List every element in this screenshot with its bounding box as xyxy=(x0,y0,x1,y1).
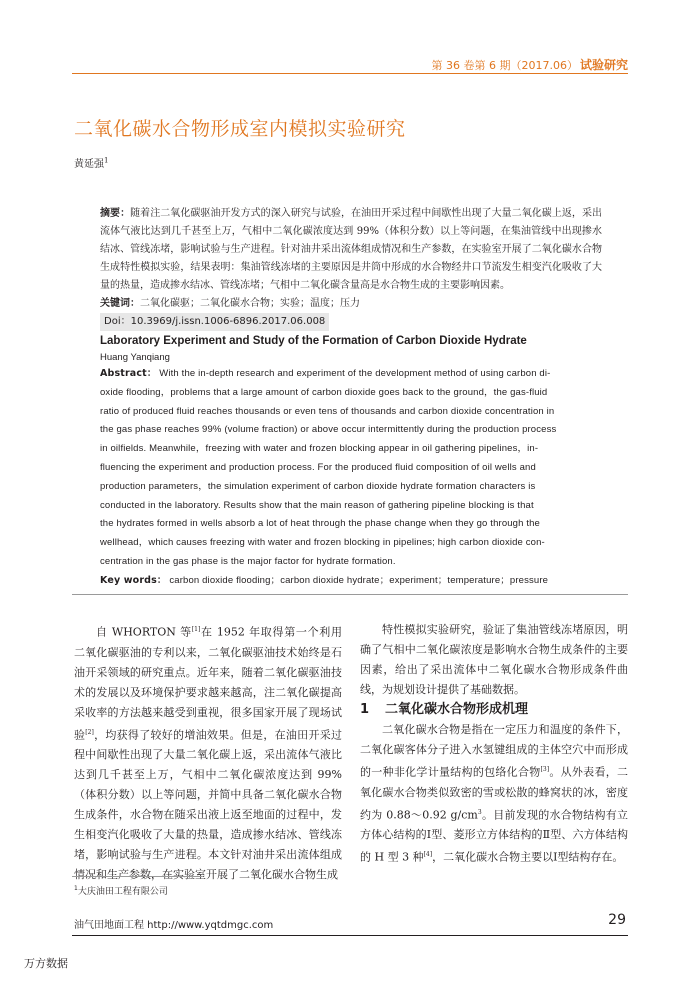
abstract-cn xyxy=(100,205,602,295)
abstract-en-line: in oilfields. Meanwhile，freezing with water and frozen blocking appear in oil gathering pipelines，in- xyxy=(100,443,539,455)
body-column-left xyxy=(74,620,342,885)
issue-label: 第 36 卷第 6 期（2017.06） xyxy=(431,59,578,72)
abstract-en-line: wellhead，which causes freezing with water and frozen blocking in pipelines; high carbon dioxide con- xyxy=(100,537,545,549)
keywords-en xyxy=(100,572,602,591)
column-label: 试验研究 xyxy=(579,58,628,72)
header-rule xyxy=(72,73,628,74)
body-paragraph: 二氧化碳水合物是指在一定压力和温度的条件下，二氧化碳客体分子进入水氢键组成的主体空穴中而形成的一种非化学计量结构的包络化合物[3]。从外表看，二氧化碳水合物类似致密的雪或松散的蜂窝状的冰，密度约为 0.88～0.92 $g/cm^3$。目前发现的水合物结构有立方体心结构的Ⅰ型、菱形立方体结构的Ⅱ型、六方体结构的 H 型 3 种[4]，二氧化碳水合物主要以Ⅰ型结构存在。 xyxy=(360,723,629,864)
author xyxy=(74,155,108,170)
abstract-cn-label: 摘要： xyxy=(100,208,131,219)
page-number: 29 xyxy=(608,912,626,928)
abstract-en-label: Abstract： xyxy=(100,368,157,379)
abstract-en-line: production parameters，the simulation experiment of carbon dioxide hydrate formation characters is xyxy=(100,480,536,492)
footnote-mark: 1 xyxy=(74,885,78,892)
english-author: Huang Yanqiang xyxy=(100,352,170,363)
abstract-en-line: Abstract： With the in-depth research and experiment of the development method of using carbon di- xyxy=(100,368,551,379)
author-name: 黄延强 xyxy=(74,159,104,170)
english-title: Laboratory Experiment and Study of the Formation of Carbon Dioxide Hydrate xyxy=(100,335,527,347)
keywords-en-label: Key words： xyxy=(100,574,167,586)
keywords-en-text: carbon dioxide flooding；carbon dioxide hydrate；experiment；temperature；pressure xyxy=(169,574,549,586)
journal-issue-header xyxy=(432,56,629,73)
abstract-en-line: ratio of produced fluid reaches thousands or even tens of thousands and carbon dioxide concentration in xyxy=(100,405,555,417)
section-title: 二氧化碳水合物形成机理 xyxy=(385,702,529,717)
citation[interactable]: [1] xyxy=(191,626,201,633)
citation[interactable]: [3] xyxy=(540,766,550,773)
keywords-cn-text: 二氧化碳驱；二氧化碳水合物；实验；温度；压力 xyxy=(140,298,360,309)
abstract-en-line: the hydrates formed in wells absorb a lot of heat through the phase change when they go through the xyxy=(100,518,540,530)
citation[interactable]: [4] xyxy=(423,851,433,859)
body-paragraph: 自 WHORTON 等[1]在 1952 年取得第一个利用二氧化碳驱油的专利以来，二氧化碳驱油技术始终是石油开采领域的研究重点。近年来，随着二氧化碳驱油技术的发展以及环境保护要求越来越高，注二氧化碳提高采收率的方法越来越受到重视，很多国家开展了现场试验[2]，均获得了较好的增油效果。但是，在油田开采过程中间歇性出现了大量二氧化碳上返，采出流体气液比达到几千甚至上万，气相中二氧化碳浓度达到 99%（体积分数）以上等问题，并简中具备二氧化碳水合物生成条件，水合物在随采出液上返至地面的过程中，发生相变汽化吸收了大量的热量，造成掺水结冰、管线冻堵，影响试验与生产进程。本文针对油井采出流体组成情况和生产参数，在实验室开展了二氧化碳水合物生成 xyxy=(74,625,343,882)
article-title: 二氧化碳水合物形成室内模拟实验研究 xyxy=(74,118,406,140)
journal-footer[interactable]: 油气田地面工程 http://www.yqtdmgc.com xyxy=(74,920,274,931)
citation[interactable]: [2] xyxy=(85,728,94,736)
watermark: 万方数据 xyxy=(24,957,68,970)
keywords-cn xyxy=(100,295,602,313)
author-affiliation-mark: 1 xyxy=(104,156,109,165)
abstract-en-line: fluencing the experiment and production process. For the produced fluid composition of oil wells and xyxy=(100,461,536,473)
footnote-rule xyxy=(72,876,202,877)
doi-link[interactable]: Doi：10.3969/j.issn.1006-6896.2017.06.008 xyxy=(100,313,329,331)
keywords-cn-label: 关键词： xyxy=(100,298,140,309)
footer-rule xyxy=(72,935,628,936)
abstract-en-line: centration in the gas phase is the major factor for hydrate formation. xyxy=(100,555,396,567)
abstract-rule xyxy=(72,594,628,595)
abstract-cn-text: 随着注二氧化碳驱油开发方式的深入研究与试验，在油田开采过程中间歇性出现了大量二氧化碳上返，采出流体气液比达到几千甚至上万，气相中二氧化碳浓度达到 99%（体积分数）以上等问题，在集油管线中出现掺水结冰、管线冻堵，影响试验与生产进程。针对油井采出流体组成情况和生产参数，在实验室开展了二氧化碳水合物生成特性模拟实验，结果表明：集油管线冻堵的主要原因是井筒中形成的水合物经井口节流发生相变汽化吸收了大量的热量，造成掺水结冰、管线冻堵；气相中二氧化碳含量高是水合物生成的主要影响因素。 xyxy=(100,208,603,291)
footnote xyxy=(74,884,168,897)
abstract-en xyxy=(100,365,602,591)
abstract-en-line: conducted in the laboratory. Results show that the main reason of gathering pipeline blocking is that xyxy=(100,499,534,511)
section-number: 1 xyxy=(360,702,370,717)
section-heading xyxy=(360,700,628,720)
abstract-block xyxy=(100,205,602,591)
footnote-text: 大庆油田工程有限公司 xyxy=(77,887,168,897)
abstract-en-line: the gas phase reaches 99% (volume fraction) or above occur intermittently during the production process xyxy=(100,424,557,436)
body-paragraph: 特性模拟实验研究，验证了集油管线冻堵原因，明确了气相中二氧化碳浓度是影响水合物生成条件的主要因素，给出了采出流体中二氧化碳水合物形成条件曲线，为规划设计提供了基础数据。 xyxy=(360,623,628,696)
body-column-right xyxy=(360,620,628,868)
abstract-en-line: oxide flooding，problems that a large amount of carbon dioxide goes back to the ground，the gas-fluid xyxy=(100,386,548,398)
